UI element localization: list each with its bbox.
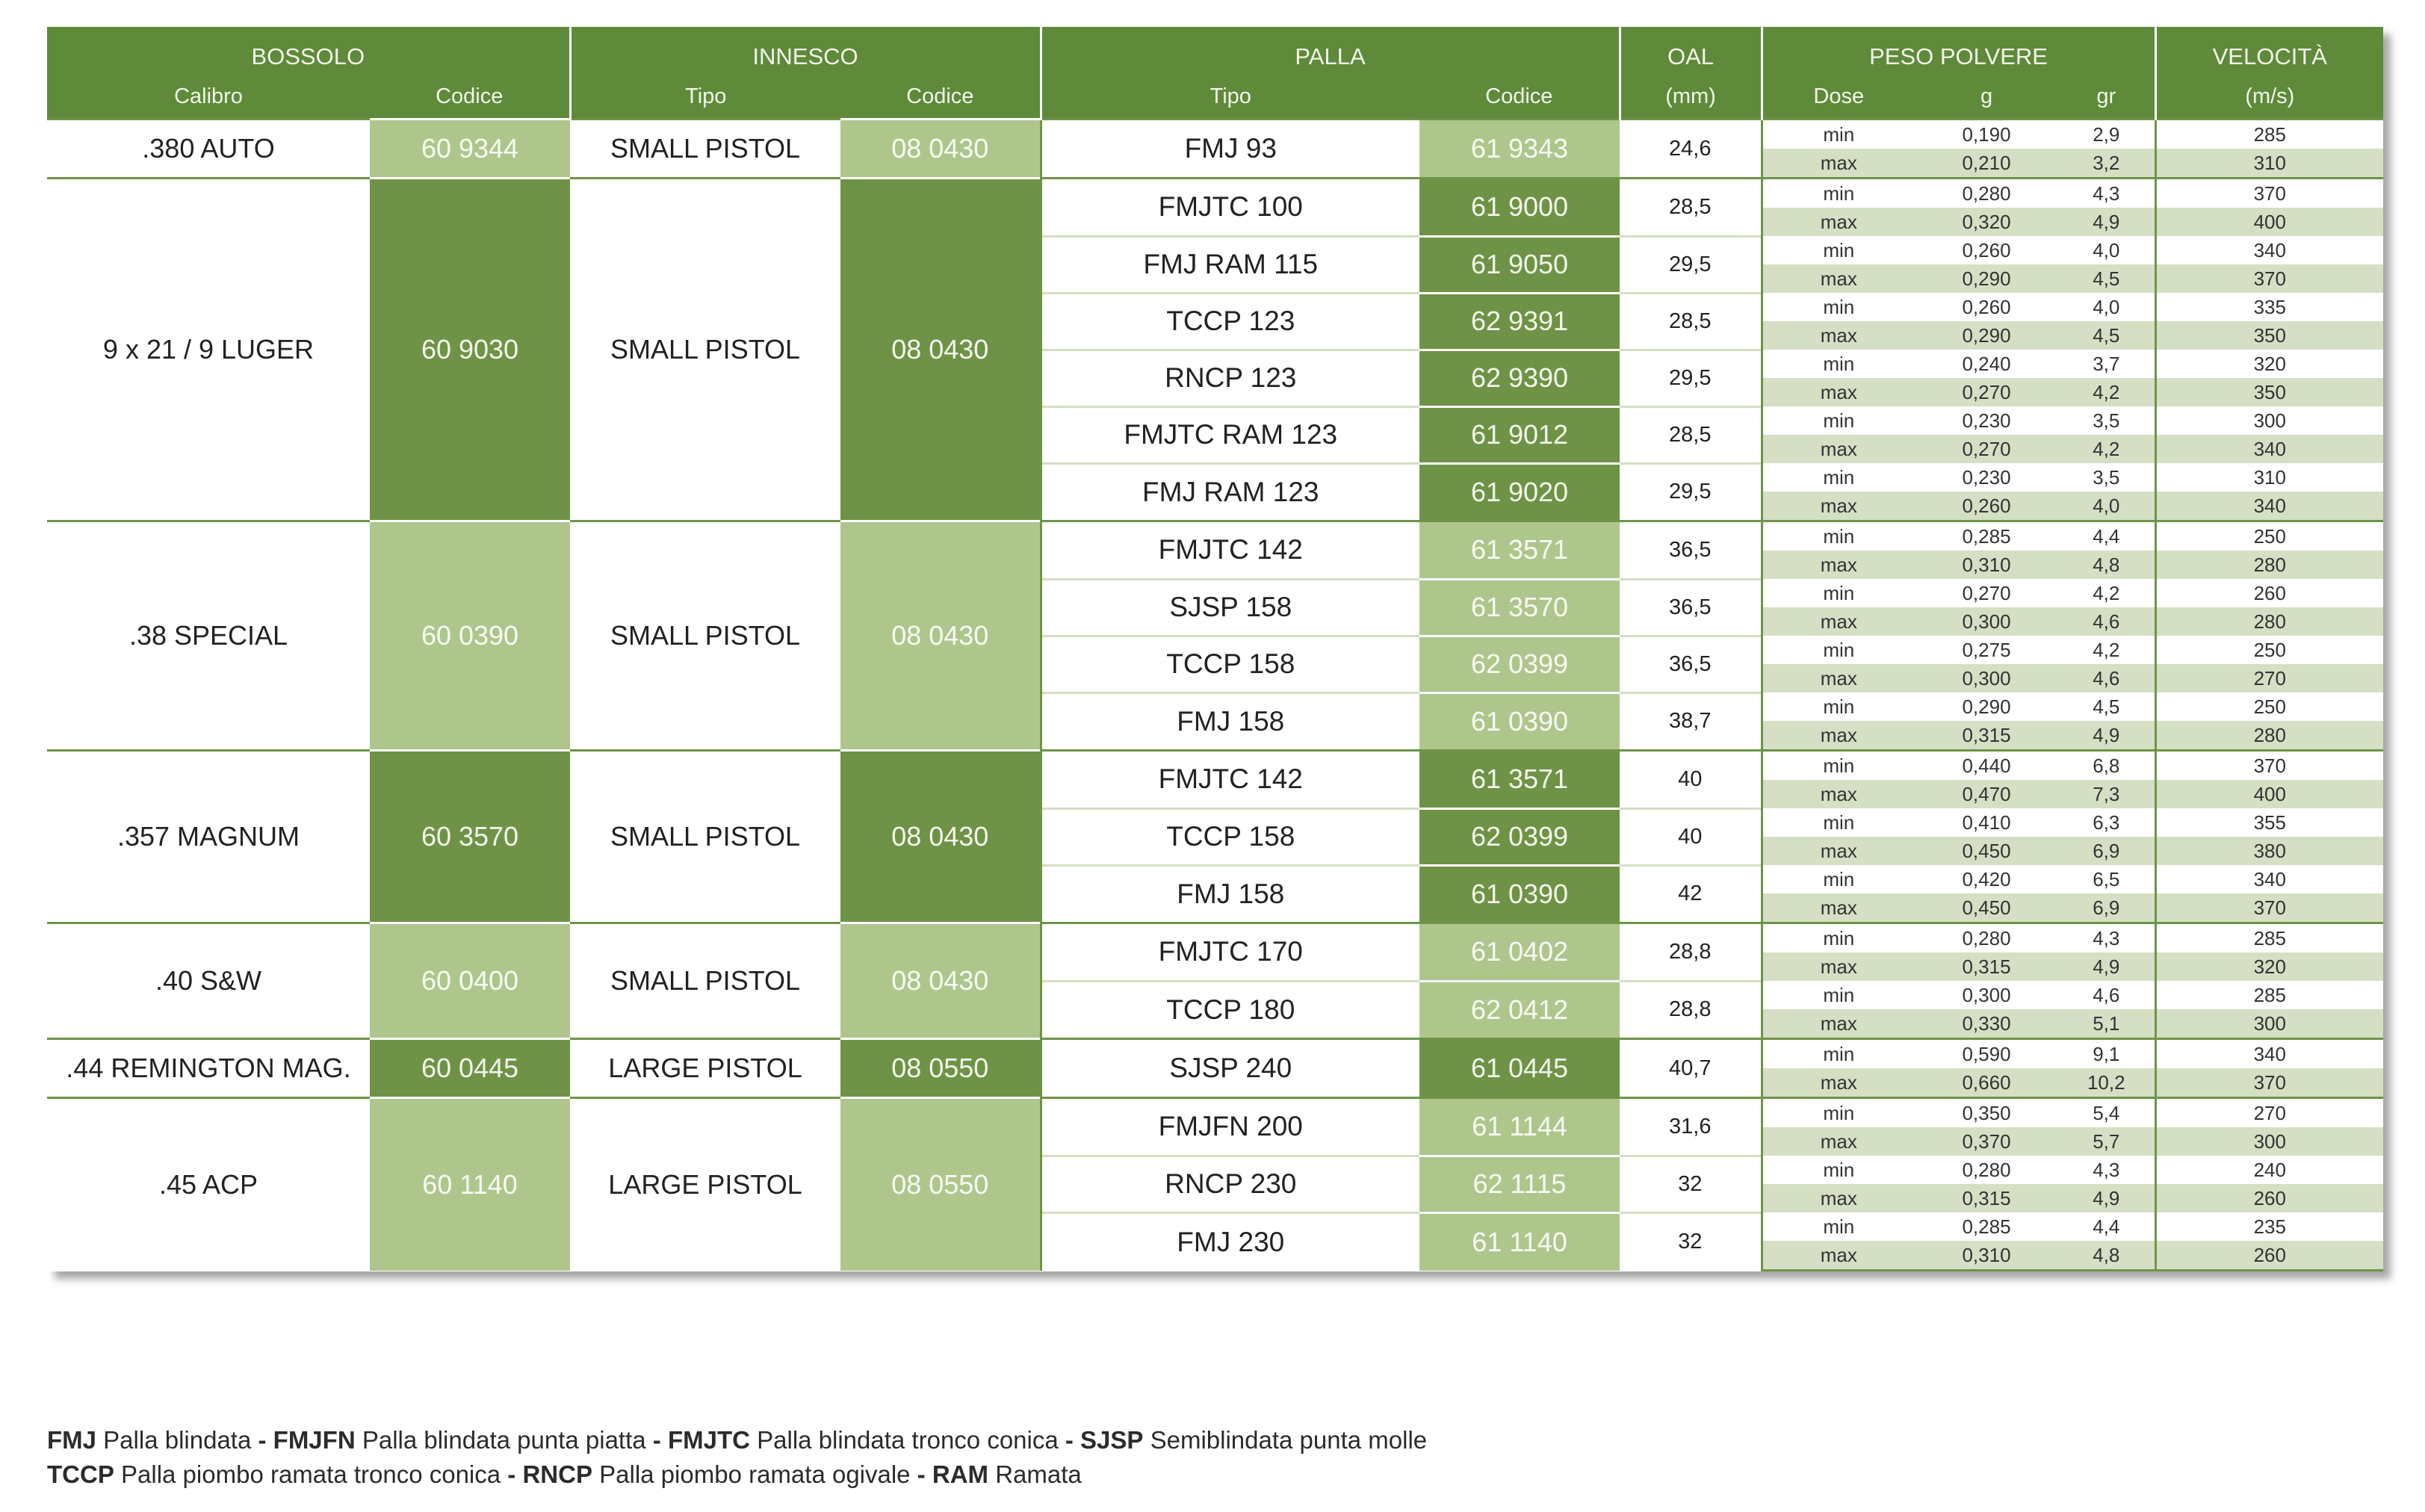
velocity-cell: 370	[2155, 893, 2383, 923]
dose-label-cell: min	[1762, 406, 1915, 435]
legend-separator: -	[910, 1460, 932, 1488]
subheader-grains: gr	[2058, 75, 2155, 120]
dose-label-cell: max	[1762, 208, 1915, 236]
palla-type-cell: FMJ 230	[1041, 1212, 1419, 1271]
powder-grains-cell: 3,2	[2058, 149, 2155, 179]
legend-abbr: TCCP	[47, 1460, 114, 1488]
powder-grams-cell: 0,300	[1915, 607, 2058, 636]
dose-label-cell: max	[1762, 952, 1915, 981]
oal-cell: 42	[1620, 865, 1762, 923]
dose-label-cell: max	[1762, 378, 1915, 406]
powder-grams-cell: 0,240	[1915, 350, 2058, 378]
velocity-cell: 400	[2155, 208, 2383, 236]
powder-grams-cell: 0,410	[1915, 808, 2058, 837]
powder-grams-cell: 0,280	[1915, 923, 2058, 953]
calibro-cell: .38 SPECIAL	[47, 521, 370, 751]
dose-label-cell: max	[1762, 1184, 1915, 1212]
powder-grams-cell: 0,260	[1915, 293, 2058, 321]
dose-label-cell: min	[1762, 1156, 1915, 1184]
powder-grains-cell: 3,5	[2058, 463, 2155, 492]
powder-grams-cell: 0,190	[1915, 120, 2058, 149]
velocity-cell: 270	[2155, 664, 2383, 693]
dose-label-cell: min	[1762, 579, 1915, 607]
velocity-cell: 280	[2155, 721, 2383, 751]
powder-grains-cell: 6,9	[2058, 837, 2155, 865]
powder-grams-cell: 0,440	[1915, 751, 2058, 781]
header-velocita: VELOCITÀ	[2155, 27, 2383, 75]
dose-label-cell: max	[1762, 1009, 1915, 1039]
powder-grams-cell: 0,310	[1915, 1241, 2058, 1271]
powder-grains-cell: 5,7	[2058, 1127, 2155, 1156]
powder-grams-cell: 0,270	[1915, 579, 2058, 607]
subheader-velocity-unit: (m/s)	[2155, 75, 2383, 120]
bossolo-code-cell: 60 0390	[370, 521, 570, 751]
palla-type-cell: TCCP 180	[1041, 981, 1419, 1039]
palla-type-cell: FMJ 158	[1041, 865, 1419, 923]
dose-label-cell: min	[1762, 179, 1915, 208]
oal-cell: 24,6	[1620, 120, 1762, 179]
innesco-code-cell: 08 0550	[840, 1039, 1041, 1098]
velocity-cell: 355	[2155, 808, 2383, 837]
powder-grains-cell: 2,9	[2058, 120, 2155, 149]
table-row	[47, 120, 2383, 149]
powder-grains-cell: 4,5	[2058, 321, 2155, 350]
dose-label-cell: min	[1762, 521, 1915, 551]
dose-label-cell: min	[1762, 981, 1915, 1009]
oal-cell: 29,5	[1620, 350, 1762, 406]
innesco-code-cell: 08 0430	[840, 923, 1041, 1039]
subheader-innesco-tipo: Tipo	[570, 75, 840, 120]
palla-type-cell: FMJ RAM 123	[1041, 463, 1419, 521]
powder-grains-cell: 4,9	[2058, 721, 2155, 751]
abbreviation-legend	[47, 1423, 1427, 1492]
powder-grains-cell: 4,2	[2058, 435, 2155, 463]
powder-grams-cell: 0,230	[1915, 463, 2058, 492]
header-innesco: INNESCO	[570, 27, 1041, 75]
dose-label-cell: min	[1762, 865, 1915, 893]
powder-grams-cell: 0,300	[1915, 981, 2058, 1009]
dose-label-cell: max	[1762, 492, 1915, 521]
powder-grains-cell: 10,2	[2058, 1068, 2155, 1098]
innesco-type-cell: SMALL PISTOL	[570, 179, 840, 521]
palla-type-cell: FMJ 158	[1041, 693, 1419, 751]
velocity-cell: 285	[2155, 981, 2383, 1009]
powder-grains-cell: 4,6	[2058, 607, 2155, 636]
powder-grams-cell: 0,285	[1915, 521, 2058, 551]
palla-type-cell: FMJTC 142	[1041, 521, 1419, 580]
palla-type-cell: TCCP 158	[1041, 808, 1419, 865]
powder-grains-cell: 4,4	[2058, 1212, 2155, 1241]
powder-grams-cell: 0,590	[1915, 1039, 2058, 1069]
powder-grams-cell: 0,280	[1915, 179, 2058, 208]
reload-data-table	[47, 27, 2383, 1271]
powder-grains-cell: 4,2	[2058, 579, 2155, 607]
dose-label-cell: min	[1762, 1098, 1915, 1128]
powder-grains-cell: 4,8	[2058, 1241, 2155, 1271]
palla-code-cell: 61 3570	[1419, 579, 1620, 636]
velocity-cell: 280	[2155, 607, 2383, 636]
subheader-palla-tipo: Tipo	[1041, 75, 1419, 120]
oal-cell: 28,8	[1620, 981, 1762, 1039]
palla-code-cell: 61 1144	[1419, 1098, 1620, 1156]
oal-cell: 31,6	[1620, 1098, 1762, 1156]
palla-code-cell: 62 9391	[1419, 293, 1620, 350]
velocity-cell: 320	[2155, 952, 2383, 981]
powder-grains-cell: 5,1	[2058, 1009, 2155, 1039]
table-row	[47, 1098, 2383, 1128]
powder-grains-cell: 4,3	[2058, 179, 2155, 208]
dose-label-cell: max	[1762, 1127, 1915, 1156]
velocity-cell: 335	[2155, 293, 2383, 321]
palla-code-cell: 62 1115	[1419, 1156, 1620, 1212]
bossolo-code-cell: 60 0400	[370, 923, 570, 1039]
legend-desc: Palla blindata tronco conica	[749, 1426, 1059, 1454]
powder-grains-cell: 4,0	[2058, 236, 2155, 264]
legend-abbr: FMJTC	[667, 1426, 750, 1454]
bossolo-code-cell: 60 9344	[370, 120, 570, 179]
dose-label-cell: max	[1762, 837, 1915, 865]
powder-grains-cell: 6,5	[2058, 865, 2155, 893]
legend-separator: -	[501, 1460, 523, 1488]
innesco-code-cell: 08 0550	[840, 1098, 1041, 1271]
legend-abbr: RAM	[932, 1460, 989, 1488]
oal-cell: 28,5	[1620, 179, 1762, 237]
velocity-cell: 235	[2155, 1212, 2383, 1241]
powder-grams-cell: 0,300	[1915, 664, 2058, 693]
velocity-cell: 370	[2155, 1068, 2383, 1098]
innesco-type-cell: LARGE PISTOL	[570, 1098, 840, 1271]
velocity-cell: 285	[2155, 923, 2383, 953]
powder-grains-cell: 3,7	[2058, 350, 2155, 378]
subheader-palla-codice: Codice	[1419, 75, 1620, 120]
oal-cell: 29,5	[1620, 463, 1762, 521]
oal-cell: 28,5	[1620, 293, 1762, 350]
powder-grams-cell: 0,450	[1915, 837, 2058, 865]
powder-grams-cell: 0,320	[1915, 208, 2058, 236]
ammo-table-container	[47, 27, 2383, 1271]
velocity-cell: 340	[2155, 1039, 2383, 1069]
velocity-cell: 340	[2155, 492, 2383, 521]
dose-label-cell: min	[1762, 350, 1915, 378]
velocity-cell: 250	[2155, 636, 2383, 664]
velocity-cell: 340	[2155, 435, 2383, 463]
dose-label-cell: min	[1762, 293, 1915, 321]
powder-grains-cell: 4,6	[2058, 981, 2155, 1009]
powder-grains-cell: 4,3	[2058, 923, 2155, 953]
powder-grains-cell: 4,0	[2058, 293, 2155, 321]
palla-type-cell: FMJTC 100	[1041, 179, 1419, 237]
table-row	[47, 751, 2383, 781]
subheader-bossolo-codice: Codice	[370, 75, 570, 120]
palla-type-cell: FMJTC 142	[1041, 751, 1419, 809]
powder-grains-cell: 4,3	[2058, 1156, 2155, 1184]
powder-grams-cell: 0,280	[1915, 1156, 2058, 1184]
innesco-code-cell: 08 0430	[840, 120, 1041, 179]
palla-code-cell: 61 0390	[1419, 693, 1620, 751]
powder-grams-cell: 0,350	[1915, 1098, 2058, 1128]
palla-type-cell: FMJTC 170	[1041, 923, 1419, 982]
powder-grains-cell: 4,2	[2058, 378, 2155, 406]
header-bossolo: BOSSOLO	[47, 27, 570, 75]
oal-cell: 32	[1620, 1212, 1762, 1271]
velocity-cell: 340	[2155, 865, 2383, 893]
palla-code-cell: 62 0399	[1419, 636, 1620, 693]
powder-grams-cell: 0,315	[1915, 952, 2058, 981]
legend-desc: Semiblindata punta molle	[1143, 1426, 1428, 1454]
bossolo-code-cell: 60 0445	[370, 1039, 570, 1098]
velocity-cell: 250	[2155, 693, 2383, 721]
legend-separator: -	[1058, 1426, 1081, 1454]
dose-label-cell: min	[1762, 463, 1915, 492]
dose-label-cell: max	[1762, 321, 1915, 350]
powder-grains-cell: 4,0	[2058, 492, 2155, 521]
palla-code-cell: 61 9020	[1419, 463, 1620, 521]
dose-label-cell: max	[1762, 551, 1915, 579]
powder-grains-cell: 4,9	[2058, 208, 2155, 236]
dose-label-cell: min	[1762, 808, 1915, 837]
calibro-cell: .40 S&W	[47, 923, 370, 1039]
oal-cell: 28,5	[1620, 406, 1762, 463]
powder-grains-cell: 4,4	[2058, 521, 2155, 551]
powder-grains-cell: 4,5	[2058, 693, 2155, 721]
table-header	[47, 27, 2383, 120]
powder-grams-cell: 0,275	[1915, 636, 2058, 664]
table-row	[47, 179, 2383, 208]
dose-label-cell: max	[1762, 893, 1915, 923]
palla-code-cell: 62 0399	[1419, 808, 1620, 865]
legend-separator: -	[645, 1426, 668, 1454]
powder-grams-cell: 0,260	[1915, 236, 2058, 264]
powder-grams-cell: 0,315	[1915, 1184, 2058, 1212]
palla-code-cell: 62 0412	[1419, 981, 1620, 1039]
oal-cell: 40	[1620, 808, 1762, 865]
palla-code-cell: 61 1140	[1419, 1212, 1620, 1271]
powder-grams-cell: 0,660	[1915, 1068, 2058, 1098]
powder-grains-cell: 4,8	[2058, 551, 2155, 579]
bossolo-code-cell: 60 3570	[370, 751, 570, 923]
velocity-cell: 310	[2155, 463, 2383, 492]
legend-line-1	[47, 1423, 1427, 1457]
velocity-cell: 270	[2155, 1098, 2383, 1128]
legend-abbr: SJSP	[1080, 1426, 1144, 1454]
dose-label-cell: min	[1762, 1212, 1915, 1241]
legend-abbr: FMJ	[47, 1426, 96, 1454]
powder-grams-cell: 0,260	[1915, 492, 2058, 521]
velocity-cell: 310	[2155, 149, 2383, 179]
dose-label-cell: min	[1762, 751, 1915, 781]
oal-cell: 36,5	[1620, 636, 1762, 693]
powder-grams-cell: 0,330	[1915, 1009, 2058, 1039]
velocity-cell: 260	[2155, 1184, 2383, 1212]
dose-label-cell: min	[1762, 1039, 1915, 1069]
dose-label-cell: max	[1762, 435, 1915, 463]
innesco-type-cell: LARGE PISTOL	[570, 1039, 840, 1098]
palla-code-cell: 61 0390	[1419, 865, 1620, 923]
velocity-cell: 350	[2155, 321, 2383, 350]
palla-type-cell: SJSP 240	[1041, 1039, 1419, 1098]
powder-grams-cell: 0,290	[1915, 321, 2058, 350]
palla-type-cell: TCCP 158	[1041, 636, 1419, 693]
powder-grams-cell: 0,420	[1915, 865, 2058, 893]
powder-grams-cell: 0,290	[1915, 693, 2058, 721]
powder-grams-cell: 0,315	[1915, 721, 2058, 751]
powder-grams-cell: 0,470	[1915, 780, 2058, 808]
velocity-cell: 300	[2155, 406, 2383, 435]
palla-type-cell: FMJFN 200	[1041, 1098, 1419, 1156]
dose-label-cell: min	[1762, 693, 1915, 721]
dose-label-cell: max	[1762, 664, 1915, 693]
velocity-cell: 250	[2155, 521, 2383, 551]
powder-grams-cell: 0,310	[1915, 551, 2058, 579]
velocity-cell: 320	[2155, 350, 2383, 378]
powder-grams-cell: 0,290	[1915, 264, 2058, 293]
subheader-grams: g	[1915, 75, 2058, 120]
velocity-cell: 240	[2155, 1156, 2383, 1184]
powder-grams-cell: 0,210	[1915, 149, 2058, 179]
bossolo-code-cell: 60 9030	[370, 179, 570, 521]
palla-code-cell: 61 3571	[1419, 521, 1620, 580]
powder-grams-cell: 0,270	[1915, 435, 2058, 463]
innesco-code-cell: 08 0430	[840, 521, 1041, 751]
powder-grains-cell: 5,4	[2058, 1098, 2155, 1128]
innesco-code-cell: 08 0430	[840, 751, 1041, 923]
dose-label-cell: max	[1762, 264, 1915, 293]
powder-grams-cell: 0,450	[1915, 893, 2058, 923]
velocity-cell: 380	[2155, 837, 2383, 865]
legend-abbr: FMJFN	[273, 1426, 356, 1454]
velocity-cell: 260	[2155, 1241, 2383, 1271]
oal-cell: 38,7	[1620, 693, 1762, 751]
bossolo-code-cell: 60 1140	[370, 1098, 570, 1271]
palla-code-cell: 61 0445	[1419, 1039, 1620, 1098]
oal-cell: 36,5	[1620, 521, 1762, 580]
palla-code-cell: 61 9343	[1419, 120, 1620, 179]
palla-type-cell: TCCP 123	[1041, 293, 1419, 350]
subheader-calibro: Calibro	[47, 75, 370, 120]
powder-grains-cell: 4,2	[2058, 636, 2155, 664]
powder-grains-cell: 4,9	[2058, 952, 2155, 981]
table-row	[47, 1039, 2383, 1069]
powder-grains-cell: 7,3	[2058, 780, 2155, 808]
legend-line-2	[47, 1457, 1427, 1492]
palla-code-cell: 61 0402	[1419, 923, 1620, 982]
oal-cell: 28,8	[1620, 923, 1762, 982]
powder-grams-cell: 0,285	[1915, 1212, 2058, 1241]
subheader-oal-mm: (mm)	[1620, 75, 1762, 120]
oal-cell: 32	[1620, 1156, 1762, 1212]
palla-type-cell: RNCP 230	[1041, 1156, 1419, 1212]
powder-grains-cell: 4,5	[2058, 264, 2155, 293]
velocity-cell: 400	[2155, 780, 2383, 808]
powder-grains-cell: 9,1	[2058, 1039, 2155, 1069]
palla-code-cell: 61 9050	[1419, 236, 1620, 293]
dose-label-cell: max	[1762, 780, 1915, 808]
header-palla: PALLA	[1041, 27, 1620, 75]
header-peso-polvere: PESO POLVERE	[1762, 27, 2155, 75]
powder-grains-cell: 6,9	[2058, 893, 2155, 923]
legend-desc: Palla blindata	[96, 1426, 252, 1454]
innesco-type-cell: SMALL PISTOL	[570, 751, 840, 923]
velocity-cell: 300	[2155, 1009, 2383, 1039]
table-row	[47, 521, 2383, 551]
header-oal: OAL	[1620, 27, 1762, 75]
dose-label-cell: max	[1762, 721, 1915, 751]
calibro-cell: .380 AUTO	[47, 120, 370, 179]
palla-type-cell: FMJ RAM 115	[1041, 236, 1419, 293]
dose-label-cell: max	[1762, 607, 1915, 636]
velocity-cell: 340	[2155, 236, 2383, 264]
dose-label-cell: max	[1762, 1241, 1915, 1271]
oal-cell: 36,5	[1620, 579, 1762, 636]
calibro-cell: 9 x 21 / 9 LUGER	[47, 179, 370, 521]
calibro-cell: .45 ACP	[47, 1098, 370, 1271]
palla-code-cell: 61 3571	[1419, 751, 1620, 809]
powder-grams-cell: 0,370	[1915, 1127, 2058, 1156]
palla-type-cell: FMJ 93	[1041, 120, 1419, 179]
table-row	[47, 923, 2383, 953]
velocity-cell: 350	[2155, 378, 2383, 406]
oal-cell: 40,7	[1620, 1039, 1762, 1098]
dose-label-cell: max	[1762, 1068, 1915, 1098]
subheader-dose: Dose	[1762, 75, 1915, 120]
oal-cell: 29,5	[1620, 236, 1762, 293]
innesco-type-cell: SMALL PISTOL	[570, 521, 840, 751]
velocity-cell: 370	[2155, 179, 2383, 208]
calibro-cell: .357 MAGNUM	[47, 751, 370, 923]
oal-cell: 40	[1620, 751, 1762, 809]
innesco-type-cell: SMALL PISTOL	[570, 923, 840, 1039]
legend-desc: Palla piombo ramata tronco conica	[114, 1460, 501, 1488]
subheader-innesco-codice: Codice	[840, 75, 1041, 120]
palla-type-cell: RNCP 123	[1041, 350, 1419, 406]
palla-code-cell: 62 9390	[1419, 350, 1620, 406]
palla-code-cell: 61 9012	[1419, 406, 1620, 463]
dose-label-cell: min	[1762, 636, 1915, 664]
dose-label-cell: max	[1762, 149, 1915, 179]
palla-type-cell: FMJTC RAM 123	[1041, 406, 1419, 463]
velocity-cell: 370	[2155, 751, 2383, 781]
innesco-type-cell: SMALL PISTOL	[570, 120, 840, 179]
legend-separator: -	[251, 1426, 273, 1454]
palla-code-cell: 61 9000	[1419, 179, 1620, 237]
legend-desc: Palla blindata punta piatta	[355, 1426, 646, 1454]
legend-desc: Palla piombo ramata ogivale	[592, 1460, 911, 1488]
dose-label-cell: min	[1762, 120, 1915, 149]
powder-grains-cell: 6,3	[2058, 808, 2155, 837]
powder-grains-cell: 4,9	[2058, 1184, 2155, 1212]
powder-grams-cell: 0,270	[1915, 378, 2058, 406]
table-body	[47, 120, 2383, 1271]
palla-type-cell: SJSP 158	[1041, 579, 1419, 636]
velocity-cell: 260	[2155, 579, 2383, 607]
powder-grains-cell: 6,8	[2058, 751, 2155, 781]
legend-desc: Ramata	[988, 1460, 1082, 1488]
velocity-cell: 370	[2155, 264, 2383, 293]
powder-grams-cell: 0,230	[1915, 406, 2058, 435]
calibro-cell: .44 REMINGTON MAG.	[47, 1039, 370, 1098]
powder-grains-cell: 4,6	[2058, 664, 2155, 693]
dose-label-cell: min	[1762, 236, 1915, 264]
velocity-cell: 285	[2155, 120, 2383, 149]
velocity-cell: 280	[2155, 551, 2383, 579]
dose-label-cell: min	[1762, 923, 1915, 953]
innesco-code-cell: 08 0430	[840, 179, 1041, 521]
velocity-cell: 300	[2155, 1127, 2383, 1156]
powder-grains-cell: 3,5	[2058, 406, 2155, 435]
legend-abbr: RNCP	[522, 1460, 592, 1488]
